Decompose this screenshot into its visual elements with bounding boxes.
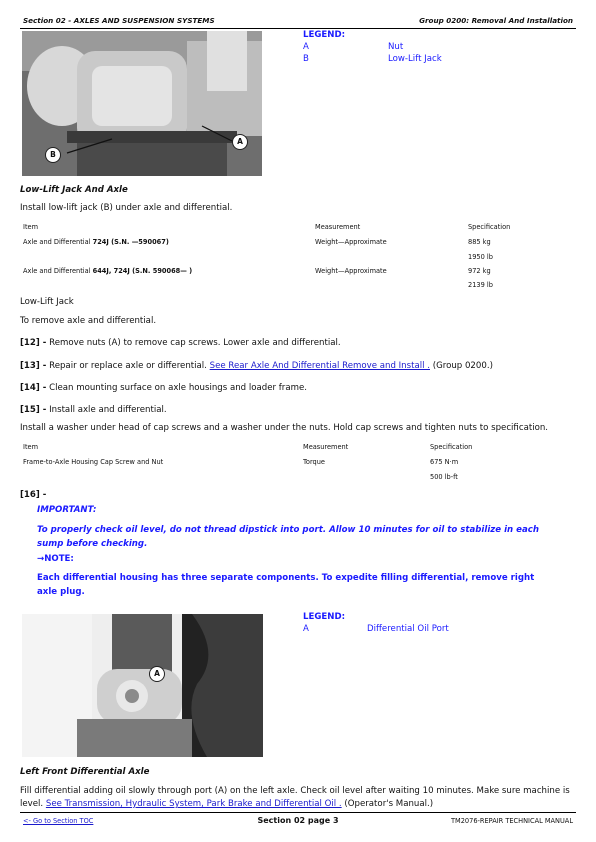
figure-caption: Low-Lift Jack And Axle: [20, 185, 128, 195]
manual-title: TM2076-REPAIR TECHNICAL MANUAL: [451, 817, 573, 825]
table-cell-item: Frame-to-Axle Housing Cap Screw and Nut: [23, 458, 164, 466]
group-title: Group 0200: Removal And Installation: [419, 16, 573, 25]
table-cell-item: [23, 267, 192, 275]
fill-text-end: (Operator's Manual.): [341, 799, 434, 809]
table-cell-spec: 972 kg: [468, 267, 491, 275]
item-model: 644J, 724J (S.N. 590068— ): [92, 267, 193, 275]
page-footer: [20, 812, 576, 831]
step-number: [12] -: [20, 338, 47, 348]
table-header-specification: Specification: [468, 223, 511, 231]
note-text: [37, 571, 534, 599]
item-prefix: Axle and Differential: [23, 238, 93, 246]
note-line: Each differential housing has three separate components. To expedite filling differential, remove right: [37, 573, 535, 583]
table-cell-measurement: Weight—Approximate: [315, 267, 387, 275]
page-header: [20, 14, 576, 29]
step-text: Install axle and differential.: [46, 405, 167, 415]
legend-key: B: [303, 54, 309, 64]
important-line: To properly check oil level, do not thread dipstick into port. Allow 10 minutes for oil to stabilize in each: [37, 525, 539, 535]
step-text: (Group 0200.): [429, 361, 493, 371]
item-prefix: Axle and Differential: [23, 267, 93, 275]
important-text: [37, 523, 539, 551]
callout-a: A: [232, 134, 248, 150]
step-14: [20, 383, 307, 393]
fill-text-start: level.: [20, 799, 46, 809]
differential-illustration: [22, 614, 263, 757]
section-title: Section 02 - AXLES AND SUSPENSION SYSTEMS: [23, 16, 215, 25]
fill-line: Fill differential adding oil slowly through port (A) on the left axle. Check oil level after waiting 10 minutes. Make sure machine is: [20, 786, 570, 796]
important-line: sump before checking.: [37, 539, 148, 549]
legend-title: LEGEND:: [303, 612, 346, 622]
table-header-item: Item: [23, 443, 39, 451]
step-number: [16] -: [20, 490, 47, 500]
remove-text: To remove axle and differential.: [20, 316, 157, 326]
table-cell-spec: 2139 lb: [468, 281, 493, 289]
intro-text: Install low-lift jack (B) under axle and differential.: [20, 203, 233, 213]
table-cell-spec: 885 kg: [468, 238, 491, 246]
note-label: →NOTE:: [37, 554, 74, 564]
callout-a: A: [149, 666, 165, 682]
table-cell-spec: 675 N·m: [430, 458, 459, 466]
figure-caption: Left Front Differential Axle: [20, 767, 150, 777]
legend-row: [303, 624, 563, 636]
low-lift-label: Low-Lift Jack: [20, 297, 74, 307]
go-to-toc-link[interactable]: <- Go to Section TOC: [23, 817, 94, 825]
table-cell-measurement: Torque: [303, 458, 325, 466]
legend-title: LEGEND:: [303, 30, 346, 40]
step-text: Clean mounting surface on axle housings and loader frame.: [46, 383, 307, 393]
fill-line: [20, 798, 580, 811]
legend-value: Low-Lift Jack: [388, 54, 442, 64]
note-line: axle plug.: [37, 587, 85, 597]
table-header-specification: Specification: [430, 443, 473, 451]
table-cell-measurement: Weight—Approximate: [315, 238, 387, 246]
step-text: Repair or replace axle or differential.: [46, 361, 210, 371]
legend-key: A: [303, 42, 309, 52]
legend-value: Nut: [388, 42, 404, 52]
step-text: Remove nuts (A) to remove cap screws. Lower axle and differential.: [46, 338, 341, 348]
fill-text: [20, 785, 580, 811]
rear-axle-link[interactable]: See Rear Axle And Differential Remove and Install .: [209, 361, 430, 371]
axle-jack-photo: [22, 31, 262, 176]
differential-photo: [22, 614, 263, 757]
table-cell-spec: 1950 lb: [468, 253, 493, 261]
legend-value: Differential Oil Port: [367, 624, 449, 634]
table-header-item: Item: [23, 223, 39, 231]
step-12: [20, 338, 341, 348]
legend-row: [303, 42, 563, 54]
washer-text: Install a washer under head of cap screws and a washer under the nuts. Hold cap screws and tighten nuts to specification.: [20, 423, 549, 433]
important-label: IMPORTANT:: [37, 505, 97, 515]
table-cell-spec: 500 lb-ft: [430, 473, 458, 481]
step-number: [13] -: [20, 361, 47, 371]
transmission-oil-link[interactable]: See Transmission, Hydraulic System, Park Brake and Differential Oil .: [45, 799, 342, 809]
step-number: [15] -: [20, 405, 47, 415]
table-header-measurement: Measurement: [303, 443, 349, 451]
callout-b: B: [45, 147, 61, 163]
legend-row: [303, 54, 563, 66]
step-15: [20, 405, 167, 415]
legend-key: A: [303, 624, 309, 634]
table-header-measurement: Measurement: [315, 223, 361, 231]
table-cell-item: [23, 238, 169, 246]
step-number: [14] -: [20, 383, 47, 393]
step-13: [20, 361, 493, 371]
page-number: Section 02 page 3: [257, 816, 339, 825]
item-model: 724J (S.N. —590067): [92, 238, 169, 246]
step-16: [20, 490, 46, 500]
